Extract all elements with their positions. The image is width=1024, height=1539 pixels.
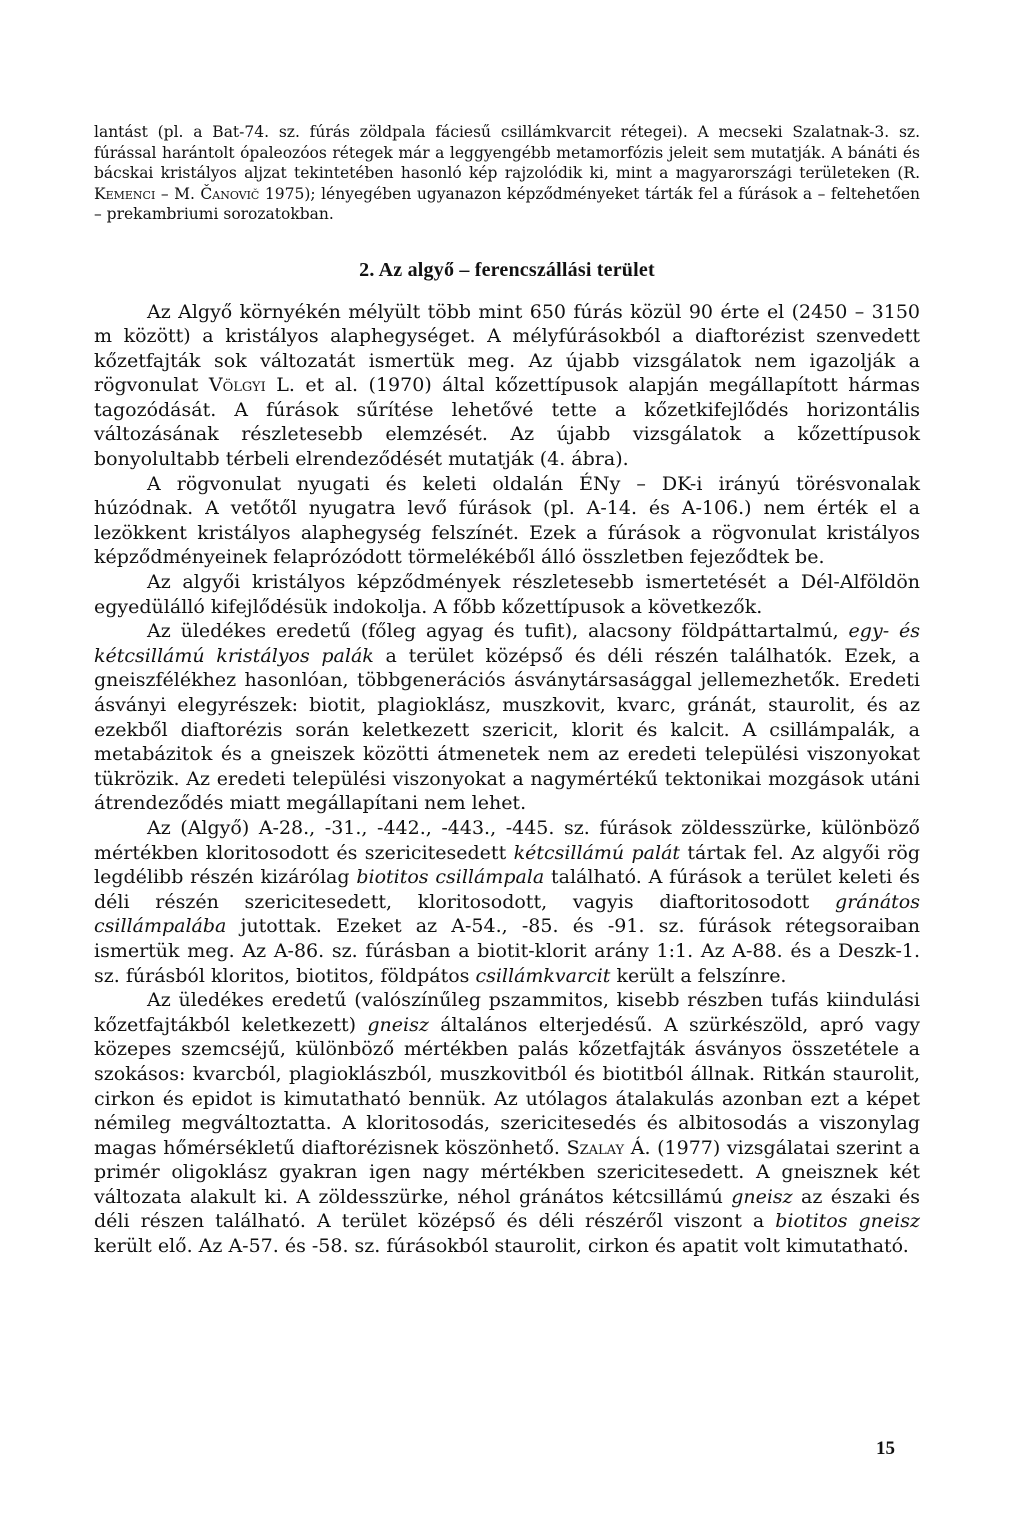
paragraph: Az Algyő környékén mélyült több mint 650 fúrás közül 90 érte el (2450 – 3150 m között) a kristályos alaphegységet. A mélyfúrásokból a diaftorézist szenvedett kőzetfajták sok változatát ismertük meg. Az újabb vizsgálatok nem igazolják a rögvonulat Völgyi L. et al. (1970) által kőzettípusok alapján megállapított hármas tagozódását. A fúrások sűrítése lehetővé tette a kőzetkifejlődés horizontális változásának részletesebb elemzését. Az újabb vizsgálatok a kőzettípusok bonyolultabb térbeli elrendeződését mutatják (4. ábra).	[94, 300, 921, 471]
author-name: Völgyi	[208, 374, 266, 397]
page-content	[94, 122, 920, 1259]
rock-type-term: gneisz	[731, 1185, 793, 1208]
rock-type-term: egy- és kétcsillámú kristályos palák	[94, 620, 920, 667]
paragraph: Az üledékes eredetű (főleg agyag és tufit), alacsony földpáttartalmú, egy- és kétcsillámú kristályos palák a terület középső és déli részén találhatók. Ezek, a gneiszfélékhez hasonlóan, többgenerációs ásványtársasággal jellemezhetők. Eredeti ásványi elegyrészek: biotit, plagioklász, muszkovit, kvarc, gránát, staurolit, és az ezekből diaftorézis során keletkezett szericit, klorit és kalcit. A csillámpalák, a metabázitok és a gneiszek közötti átmenetek nem az eredeti települési viszonyokat tükrözik. Az eredeti települési viszonyokat a nagymértékű tektonikai mozgások utáni átrendeződés miatt megállapítani nem lehet.	[94, 620, 921, 815]
author-name: Kemenci	[94, 184, 156, 203]
section-title: 2. Az algyő – ferencszállási terület	[359, 258, 655, 281]
paragraph: Az (Algyő) A-28., -31., -442., -443., -445. sz. fúrások zöldesszürke, különböző mértékben kloritosodott és szericitesedett kétcsillámú palát tártak fel. Az algyői rög legdélibb részén kizárólag biotitos csillámpala található. A fúrások a terület keleti és déli részén szericitesedett, kloritosodott, vagyis diaftoritosodott gránátos csillámpalába jutottak. Ezeket az A-54., -85. és -91. sz. fúrások rétegsoraiban ismertük meg. Az A-86. sz. fúrásban a biotit-klorit arány 1:1. Az A-88. és a Deszk-1. sz. fúrásból kloritos, biotitos, földpátos csillámkvarcit került a felszínre.	[94, 816, 920, 987]
intro-paragraph	[94, 122, 920, 225]
intro-text: lantást (pl. a Bat-74. sz. fúrás zöldpala fáciesű csillámkvarcit rétegei). A mecseki Szalatnak-3. sz. fúrással harántolt ópaleozóos rétegek már a leggyengébb metamorfózis jeleit sem mutatják. A bánáti és bácskai kristályos aljzat tekintetében hasonló kép rajzolódik ki, mint a magyarországi területeken (R. Kemenci – M. Čanovič 1975); lényegében ugyanazon képződményeket tárták fel a fúrások a – feltehetően – prekambriumi sorozatokban.	[94, 123, 920, 223]
rock-type-term: gneisz	[367, 1013, 429, 1036]
rock-type-term: gránátos csillámpalába	[94, 890, 920, 938]
rock-type-term: biotitos gneisz	[775, 1210, 920, 1233]
paragraph: Az algyői kristályos képződmények részletesebb ismertetését a Dél-Alföldön egyedülálló kifejlődésük indokolja. A főbb kőzettípusok a következők.	[94, 571, 920, 618]
page-number: 15	[876, 1438, 895, 1459]
author-name: Szalay Á.	[566, 1136, 651, 1159]
rock-type-term: biotitos csillámpala	[356, 866, 545, 889]
author-name: Čanovič	[200, 184, 260, 203]
rock-type-term: csillámkvarcit	[475, 964, 611, 987]
rock-type-term: kétcsillámú palát	[513, 841, 681, 864]
body-text	[94, 300, 920, 1259]
paragraph: Az üledékes eredetű (valószínűleg pszammitos, kisebb részben tufás kiindulási kőzetfajtákból keletkezett) gneisz általános elterjedésű. A szürkészöld, apró vagy közepes szemcséjű, különböző mértékben palás kőzetfajták ásványos összetétele a szokásos: kvarcból, plagioklászból, muszkovitból és biotitból állnak. Ritkán staurolit, cirkon és epidot is kimutatható bennük. Az utólagos átalakulás azonban ezt a képet némileg megváltoztatta. A kloritosodás, szericitesedés és albitosodás a viszonylag magas hőmérsékletű diaftorézisnek köszönhető. Szalay Á. (1977) vizsgálatai szerint a primér oligoklász gyakran igen nagy mértékben szericitesedett. A gneisznek két változata alakult ki. A zöldesszürke, néhol gránátos kétcsillámú gneisz az északi és déli részen található. A terület középső és déli részéről viszont a biotitos gneisz került elő. Az A-57. és -58. sz. fúrásokból staurolit, cirkon és apatit volt kimutatható.	[94, 989, 921, 1258]
paragraph: A rögvonulat nyugati és keleti oldalán ÉNy – DK-i irányú törésvonalak húzódnak. A vetőtől nyugatra levő fúrások (pl. A-14. és A-106.) nem érték el a lezökkent kristályos alaphegység felszínét. Ezek a fúrások a rögvonulat kristályos képződményeinek felaprózódott törmelékéből álló összletben fejeződtek be.	[94, 472, 920, 569]
